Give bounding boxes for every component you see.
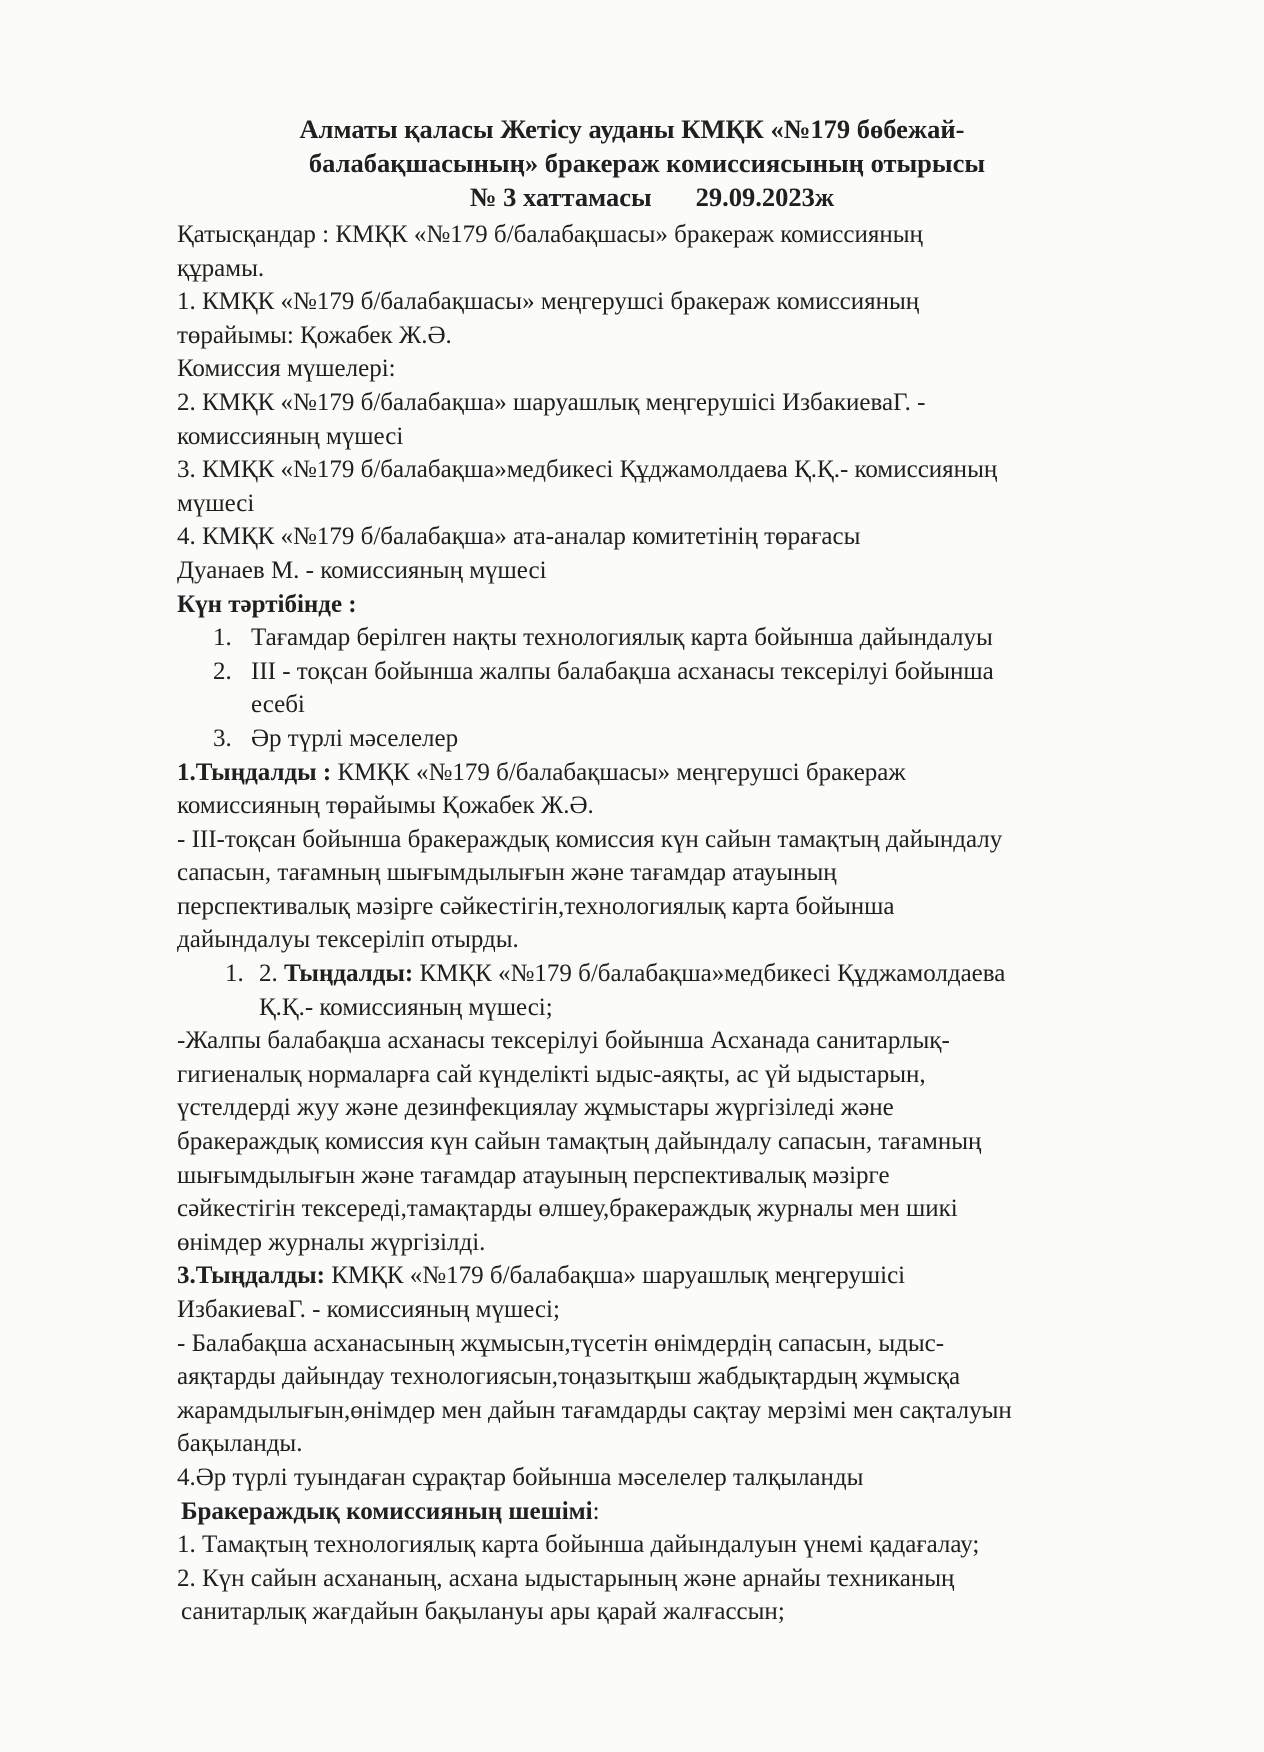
title-line-2: балабақшасының» бракераж комиссиясының отырысы [308,148,986,178]
item2-line-8: сәйкестігін тексереді,тамақтарды өлшеу,бракераждық журналы мен шикі [177,1195,958,1223]
item1-label: 1.Тыңдалды : [177,758,332,786]
agenda-item-2-cont: есебі [251,691,305,719]
item1-text-1: КМҚК «№179 б/балабақшасы» меңгерушсі бракераж [331,758,906,786]
participants-line-2: құрамы. [177,254,265,282]
agenda-item-3-text: Әр түрлі мәселелер [251,724,459,752]
participants-line-9: мүшесі [177,489,255,517]
agenda-item-3-num: 3. [213,724,232,752]
item2-line-1 [177,957,1162,991]
item1-line-6: дайындалуы тексеріліп отырды. [177,926,519,954]
decision-heading-line [177,1495,1162,1529]
participants-line-3: 1. КМҚК «№179 б/балабақшасы» меңгерушсі бракераж комиссияның [177,288,920,316]
decision-line-1: 1. Тамақтың технологиялық карта бойынша дайындалуын үнемі қадағалау; [177,1531,980,1559]
participants-line-11: Дуанаев М. - комиссияның мүшесі [177,556,547,584]
item2-line-9: өнімдер журналы жүргізілді. [177,1228,486,1256]
item1-line-4: сапасын, тағамның шығымдылығын және тағамдар атауының [177,859,837,887]
item2-list-num: 1. [225,960,244,988]
item2-line-7: шығымдылығын және тағамдар атауының перспективалық мәзірге [177,1161,890,1189]
decision-line-2: 2. Күн сайын асхананың, асхана ыдыстарының және арнайы техниканың [177,1564,955,1592]
item2-pre: 2. [259,960,284,988]
item2-line-3: -Жалпы балабақша асханасы тексерілуі бойынша Асханада санитарлық- [177,1027,950,1055]
item3-line-4: аяқтарды дайындау технологиясын,тоңазытқыш жабдықтардың жұмысқа [177,1363,961,1391]
item3-text-1: КМҚК «№179 б/балабақша» шаруашлық меңгерушісі [325,1262,906,1290]
agenda-item-2-num: 2. [213,657,232,685]
item1-line-3: - ІІІ-тоқсан бойынша бракераждық комиссия күн сайын тамақтың дайындалу [177,825,1003,853]
item2-line-4: гигиеналық нормаларға сай күнделікті ыдыс-аяқты, ас үй ыдыстарын, [177,1060,926,1088]
protocol-number: № 3 хаттамасы [469,182,652,212]
agenda-item-1-num: 1. [213,624,232,652]
item2-line-2: Қ.Қ.- комиссияның мүшесі; [259,993,553,1021]
item2-line-6: бракераждық комиссия күн сайын тамақтың дайындалу сапасын, тағамның [177,1128,982,1156]
participants-line-6: 2. КМҚК «№179 б/балабақша» шаруашлық меңгерушісі ИзбакиеваГ. - [177,388,926,416]
item3-line-3: - Балабақша асханасының жұмысын,түсетін өнімдердің сапасын, ыдыс- [177,1329,945,1357]
decision-heading-colon: : [592,1497,600,1525]
item4-line-1: 4.Әр түрлі туындаған сұрақтар бойынша мәселелер талқыланды [177,1463,864,1491]
item3-line-6: бақыланды. [177,1430,303,1458]
item3-label: 3.Тыңдалды: [177,1262,325,1290]
agenda-item-1 [177,621,1162,655]
agenda-item-2 [177,655,1162,689]
protocol-date: 29.09.2023ж [695,182,835,212]
item3-line-1 [177,1259,1162,1293]
item3-line-5: жарамдылығын,өнімдер мен дайын тағамдарды сақтау мерзімі мен сақталуын [177,1396,1012,1424]
item1-line-5: перспективалық мәзірге сәйкестігін,технологиялық карта бойынша [177,892,895,920]
document-header [0,112,1264,214]
agenda-heading: Күн тәртібінде : [177,590,357,618]
item2-text-1: КМҚК «№179 б/балабақша»медбикесі Құджамолдаева [413,960,1006,988]
decision-line-3: санитарлық жағдайын бақылануы ары қарай жалғассын; [181,1598,785,1626]
item2-label: Тыңдалды: [284,960,414,988]
decision-heading: Бракераждық комиссияның шешімі [181,1497,593,1525]
agenda-item-1-text: Тағамдар берілген нақты технологиялық карта бойынша дайындалуы [251,624,993,652]
participants-line-8: 3. КМҚК «№179 б/балабақша»медбикесі Құджамолдаева Қ.Қ.- комиссияның [177,456,998,484]
participants-line-7: комиссияның мүшесі [177,422,404,450]
agenda-item-3 [177,722,1162,756]
participants-line-4: төрайымы: Қожабек Ж.Ә. [177,321,452,349]
item2-line-5: үстелдерді жуу және дезинфекциялау жұмыстары жүргізіледі және [177,1094,894,1122]
participants-line-5: Комиссия мүшелері: [177,355,396,383]
agenda-item-2-text: ІІІ - тоқсан бойынша жалпы балабақша асханасы тексерілуі бойынша [251,657,994,685]
protocol-line [40,180,1264,214]
participants-line-10: 4. КМҚК «№179 б/балабақша» ата-аналар комитетінің төрағасы [177,523,861,551]
item1-line-2: комиссияның төрайымы Қожабек Ж.Ә. [177,792,594,820]
title-line-1: Алматы қаласы Жетісу ауданы КМҚК «№179 бөбежай- [299,114,965,144]
item3-line-2: ИзбакиеваГ. - комиссияның мүшесі; [177,1296,560,1323]
participants-line-1: Қатысқандар : КМҚК «№179 б/балабақшасы» бракераж комиссияның [177,221,923,248]
document-body [177,218,1162,1629]
item1-line-1 [177,756,1162,790]
